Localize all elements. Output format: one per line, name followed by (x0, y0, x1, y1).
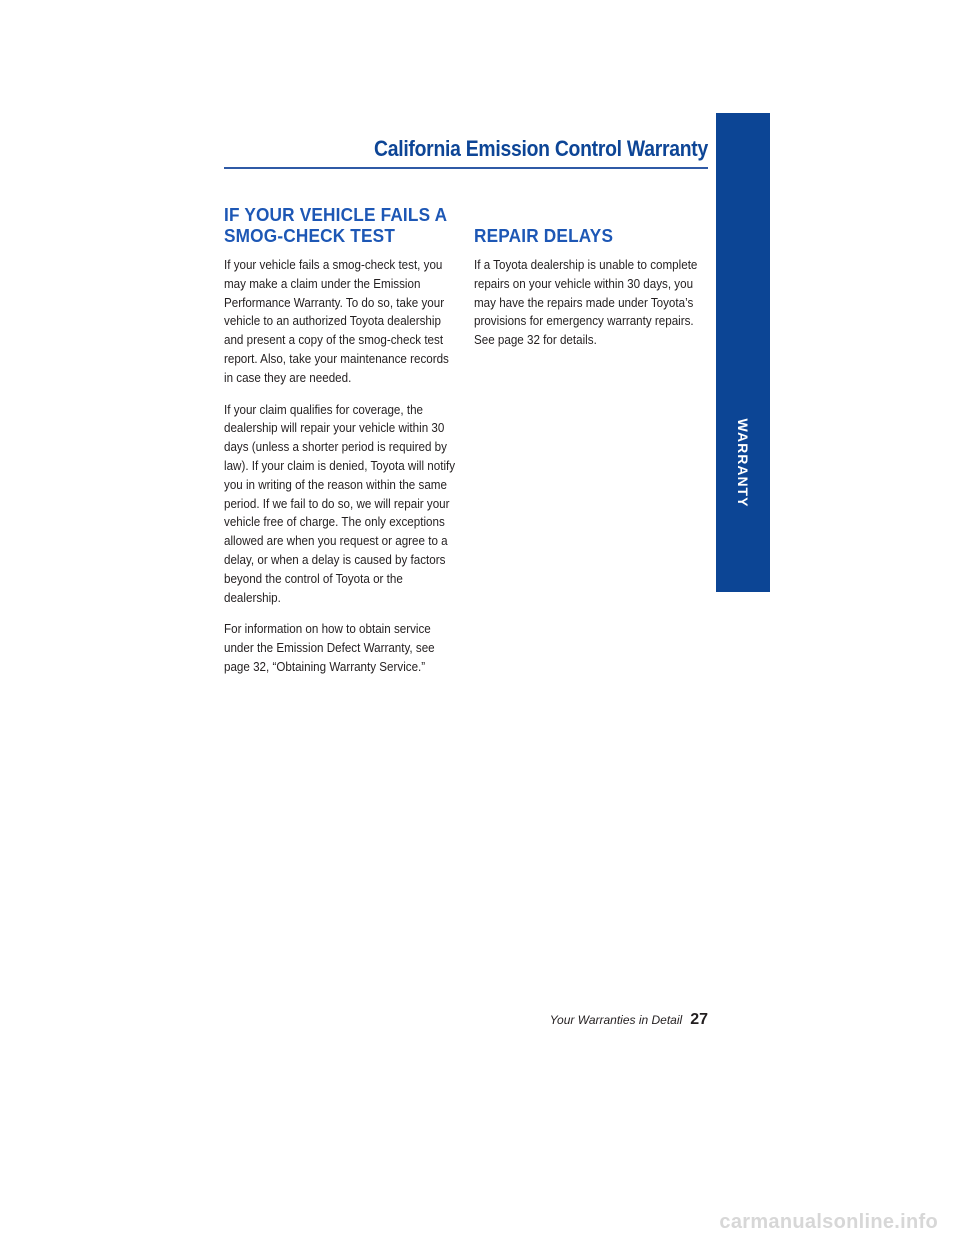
heading-line-2: SMOG-CHECK TEST (224, 225, 396, 246)
paragraph-repair-delays: If a Toyota dealership is unable to complete repairs on your vehicle within 30 days, you may have the repairs made under Toyota’s provisions for emergency warranty repairs. See page 32 for details. (474, 258, 698, 348)
side-tab-label: WARRANTY (735, 418, 751, 508)
paragraph-claim: If your vehicle fails a smog-check test, you may make a claim under the Emission Performance Warranty. To do so, take your vehicle to an authorized Toyota dealership and present a copy of the smog-check test report. Also, take your maintenance records in case they are needed. (224, 258, 449, 385)
page-number: 27 (690, 1011, 708, 1028)
right-column (474, 225, 706, 363)
title-rule (224, 167, 708, 169)
page-footer (550, 1011, 708, 1029)
watermark: carmanualsonline.info (719, 1211, 938, 1233)
section-side-tab (716, 113, 770, 592)
section-heading-smog-check (224, 204, 448, 246)
footer-text: Your Warranties in Detail (549, 1013, 683, 1027)
left-column (224, 204, 460, 690)
paragraph-coverage: If your claim qualifies for coverage, the dealership will repair your vehicle within 30 days (unless a shorter period is required by law). If your claim is denied, Toyota will notify you in writing of the reason within the same period. If we fail to do so, we will repair your vehicle free of charge. The only exceptions allowed are when you request or agree to a delay, or when a delay is caused by factors beyond the control of Toyota or the dealership. (224, 402, 456, 605)
page-title: California Emission Control Warranty (373, 136, 708, 161)
heading-line-1: IF YOUR VEHICLE FAILS A (224, 204, 448, 225)
section-heading-repair-delays: REPAIR DELAYS (474, 225, 614, 246)
paragraph-service-info: For information on how to obtain service under the Emission Defect Warranty, see page 32, “Obtaining Warranty Service.” (224, 622, 435, 674)
